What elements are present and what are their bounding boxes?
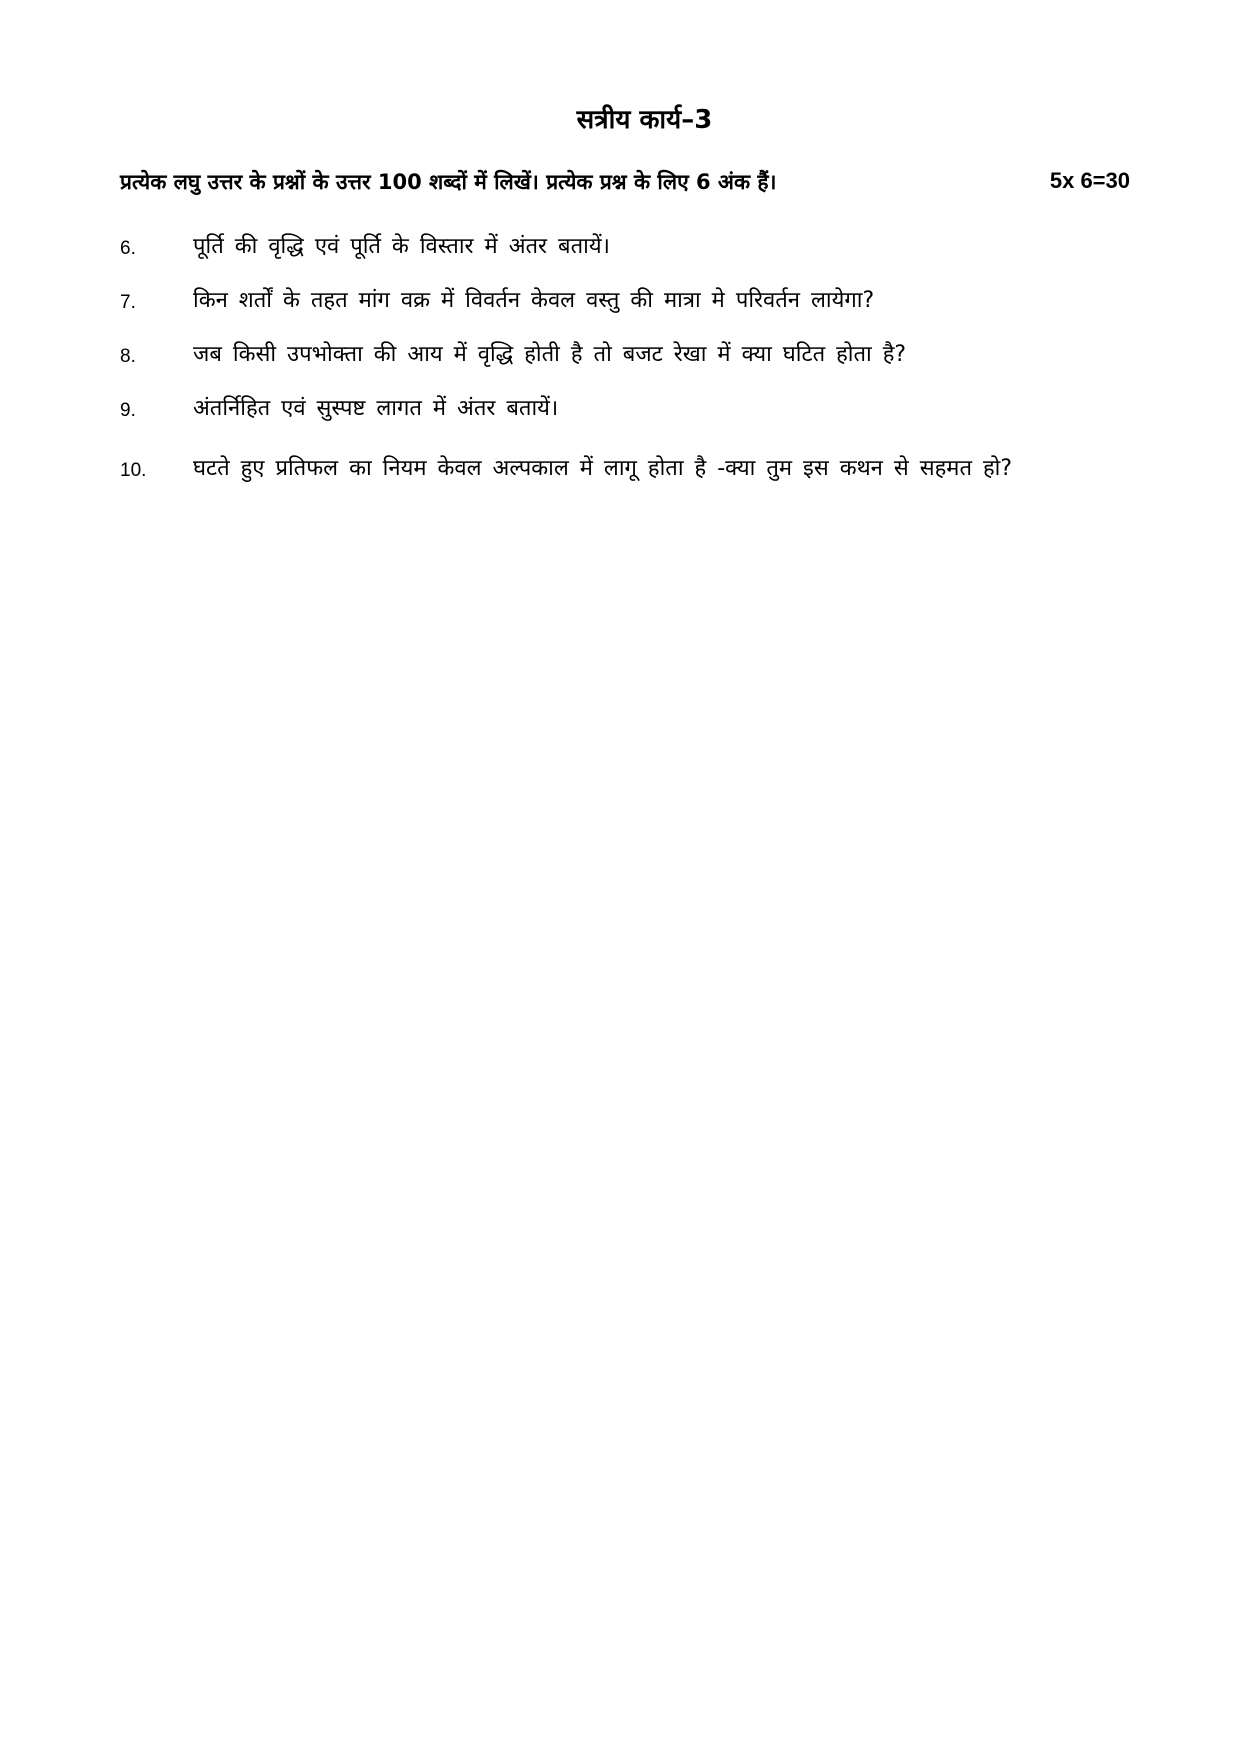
question-item [120, 392, 1130, 428]
question-item [120, 230, 1130, 266]
question-item [120, 284, 1130, 320]
question-text: पूर्ति की वृद्धि एवं पूर्ति के विस्तार में अंतर बतायें। [193, 234, 610, 259]
question-text: किन शर्तों के तहत मांग वक्र में विवर्तन केवल वस्तु की मात्रा मे परिवर्तन लायेगा? [193, 288, 875, 313]
question-number: 6. [120, 238, 136, 259]
assignment-title: सत्रीय कार्य–3 [576, 105, 713, 135]
question-number: 8. [120, 346, 136, 367]
question-item [120, 338, 1130, 374]
instruction-line [120, 168, 1130, 204]
question-number: 9. [120, 400, 136, 421]
question-text: जब किसी उपभोक्ता की आय में वृद्धि होती है तो बजट रेखा में क्या घटित होता है? [193, 342, 907, 367]
question-number: 7. [120, 292, 136, 313]
question-item [120, 452, 1130, 488]
question-number: 10. [120, 460, 147, 481]
question-text: अंतर्निहित एवं सुस्पष्ट लागत में अंतर बतायें। [193, 396, 559, 421]
question-text: घटते हुए प्रतिफल का नियम केवल अल्पकाल में लागू होता है -क्या तुम इस कथन से सहमत हो? [193, 456, 1013, 481]
marks-total: 5x 6=30 [1049, 168, 1130, 193]
instruction-text: प्रत्येक लघु उत्तर के प्रश्नों के उत्तर 100 शब्दों में लिखें। प्रत्येक प्रश्न के लिए 6 अंक हैं। [120, 170, 777, 194]
